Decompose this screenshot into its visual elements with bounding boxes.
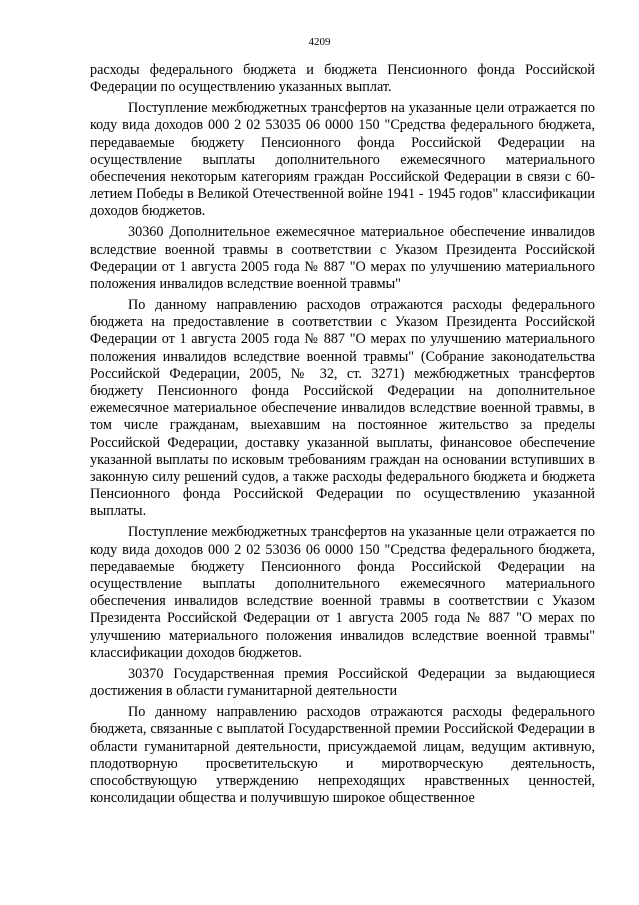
paragraph-continuation: расходы федерального бюджета и бюджета Пенсионного фонда Российской Федерации по осуществлению указанных выплат. [90,62,595,96]
page-number: 4209 [308,36,331,48]
paragraph-heading-30370: 30370 Государственная премия Российской Федерации за выдающиеся достижения в области гуманитарной деятельности [90,665,595,700]
paragraph-expenses-30360: По данному направлению расходов отражаются расходы федерального бюджета на предоставление в соответствии с Указом Президента Российской Федерации от 1 августа 2005 года № 887 "О мерах по улучшению материального положения инвалидов вследствие военной травмы" (Собрание законодательства Российской Федерации, 2005, № 32, ст. 3271) межбюджетных трансфертов бюджету Пенсионного фонда Российской Федерации на дополнительное ежемесячное материальное обеспечение инвалидов вследствие военной травмы, в том числе гражданам, выехавшим на постоянное жительство за пределы Российской Федерации, доставку указанной выплаты, финансовое обеспечение указанной выплаты по исковым требованиям граждан на основании вступивших в законную силу решений судов, а также расходы федерального бюджета и бюджета Пенсионного фонда Российской Федерации по осуществлению указанной выплаты. [90,297,595,520]
paragraph-revenue-code-53035: Поступление межбюджетных трансфертов на указанные цели отражается по коду вида доходов 000 2 02 53035 06 0000 150 "Средства федерального бюджета, передаваемые бюджету Пенсионного фонда Российской Федерации на осуществление выплаты дополнительного ежемесячного материального обеспечения некоторым категориям граждан Российской Федерации в связи с 60-летием Победы в Великой Отечественной войне 1941 - 1945 годов" классификации доходов бюджетов. [90,100,595,220]
paragraph-expenses-30370: По данному направлению расходов отражаются расходы федерального бюджета, связанные с выплатой Государственной премии Российской Федерации в области гуманитарной деятельности, присуждаемой лицам, ведущим активную, плодотворную просветительскую и миротворческую деятельность, способствующую утверждению непреходящих нравственных ценностей, консолидации общества и получившую широкое общественное [90,704,595,807]
paragraph-revenue-code-53036: Поступление межбюджетных трансфертов на указанные цели отражается по коду вида доходов 000 2 02 53036 06 0000 150 "Средства федерального бюджета, передаваемые бюджету Пенсионного фонда Российской Федерации на осуществление выплаты дополнительного ежемесячного материального обеспечения инвалидов вследствие военной травмы в соответствии с Указом Президента Российской Федерации от 1 августа 2005 года № 887 "О мерах по улучшению материального положения инвалидов вследствие военной травмы" классификации доходов бюджетов. [90,524,595,661]
document-body [90,62,595,811]
paragraph-heading-30360: 30360 Дополнительное ежемесячное материальное обеспечение инвалидов вследствие военной травмы в соответствии с Указом Президента Российской Федерации от 1 августа 2005 года № 887 "О мерах по улучшению материального положения инвалидов вследствие военной травмы" [90,224,595,293]
